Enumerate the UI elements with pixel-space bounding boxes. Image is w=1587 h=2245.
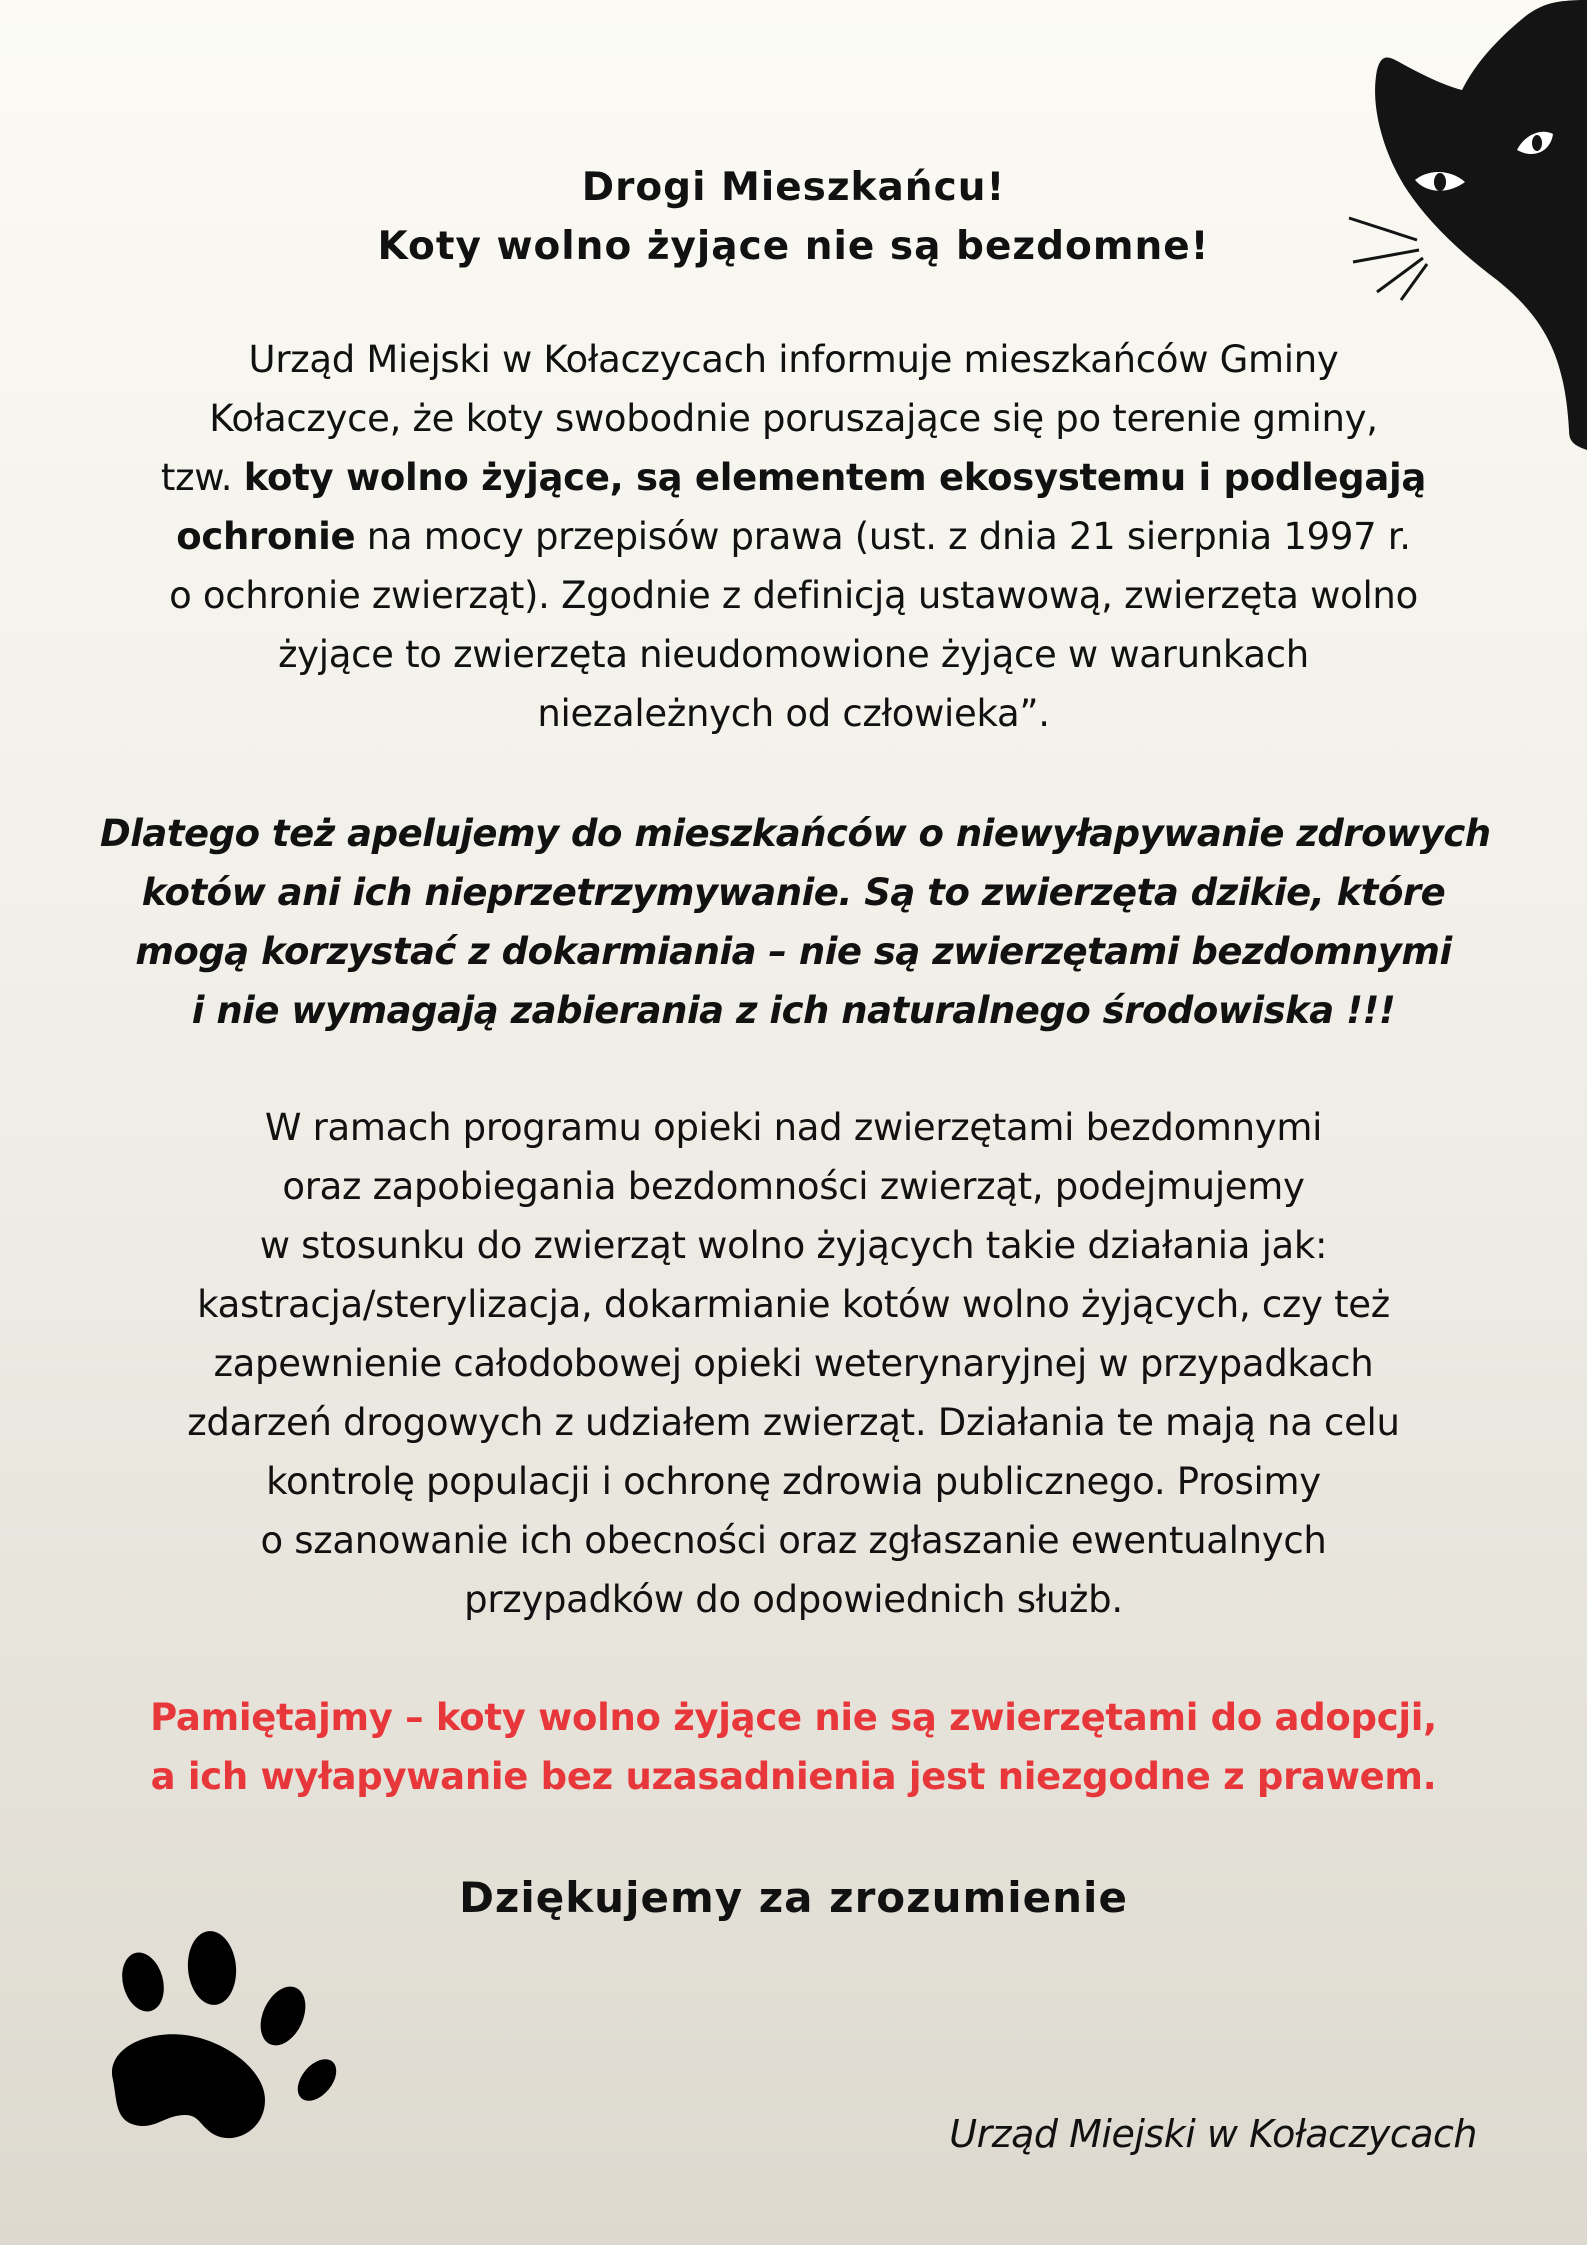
info-line-3 bbox=[110, 448, 1477, 507]
info-line-3-prefix: tzw. bbox=[160, 456, 244, 499]
program-line: przypadków do odpowiednich służb. bbox=[464, 1578, 1123, 1621]
info-paragraph bbox=[110, 330, 1477, 743]
info-line-4-bold: ochronie bbox=[176, 515, 356, 558]
title-block bbox=[100, 158, 1487, 276]
thanks-heading: Dziękujemy za zrozumienie bbox=[459, 1873, 1128, 1922]
program-paragraph bbox=[120, 1098, 1467, 1629]
greeting-heading: Drogi Mieszkańcu! bbox=[581, 165, 1006, 210]
paw-print-icon bbox=[105, 1930, 345, 2150]
warning-paragraph bbox=[100, 1688, 1487, 1806]
warning-line: a ich wyłapywanie bez uzasadnienia jest niezgodne z prawem. bbox=[150, 1755, 1437, 1798]
appeal-line: kotów ani ich nieprzetrzymywanie. Są to zwierzęta dzikie, które bbox=[141, 871, 1446, 914]
info-line-5: o ochronie zwierząt). Zgodnie z definicją ustawową, zwierzęta wolno bbox=[169, 574, 1418, 617]
program-line: kastracja/sterylizacja, dokarmianie kotów wolno żyjących, czy też bbox=[197, 1283, 1390, 1326]
info-line-4 bbox=[110, 507, 1477, 566]
info-line-6: żyjące to zwierzęta nieudomowione żyjące w warunkach bbox=[278, 633, 1309, 676]
program-line: zapewnienie całodobowej opieki weterynaryjnej w przypadkach bbox=[213, 1342, 1374, 1385]
info-line-1: Urząd Miejski w Kołaczycach informuje mieszkańców Gminy bbox=[248, 338, 1339, 381]
program-line: oraz zapobiegania bezdomności zwierząt, podejmujemy bbox=[282, 1165, 1305, 1208]
signature: Urząd Miejski w Kołaczycach bbox=[949, 2112, 1477, 2156]
headline-heading: Koty wolno żyjące nie są bezdomne! bbox=[377, 224, 1210, 269]
info-line-4-rest: na mocy przepisów prawa (ust. z dnia 21 sierpnia 1997 r. bbox=[355, 515, 1411, 558]
program-line: w stosunku do zwierząt wolno żyjących takie działania jak: bbox=[259, 1224, 1328, 1267]
info-line-3-bold: koty wolno żyjące, są elementem ekosystemu i podlegają bbox=[243, 456, 1427, 499]
program-line: kontrolę populacji i ochronę zdrowia publicznego. Prosimy bbox=[266, 1460, 1321, 1503]
info-line-7: niezależnych od człowieka”. bbox=[537, 692, 1050, 735]
info-line-2: Kołaczyce, że koty swobodnie poruszające się po terenie gminy, bbox=[209, 397, 1378, 440]
program-line: W ramach programu opieki nad zwierzętami bezdomnymi bbox=[264, 1106, 1323, 1149]
program-line: o szanowanie ich obecności oraz zgłaszanie ewentualnych bbox=[260, 1519, 1327, 1562]
appeal-line: mogą korzystać z dokarmiania – nie są zwierzętami bezdomnymi bbox=[135, 930, 1452, 973]
program-line: zdarzeń drogowych z udziałem zwierząt. Działania te mają na celu bbox=[187, 1401, 1400, 1444]
warning-line: Pamiętajmy – koty wolno żyjące nie są zwierzętami do adopcji, bbox=[150, 1696, 1437, 1739]
appeal-line: i nie wymagają zabierania z ich naturalnego środowiska !!! bbox=[191, 989, 1396, 1032]
appeal-paragraph bbox=[100, 804, 1491, 1040]
appeal-line: Dlatego też apelujemy do mieszkańców o niewyłapywanie zdrowych bbox=[100, 812, 1491, 855]
